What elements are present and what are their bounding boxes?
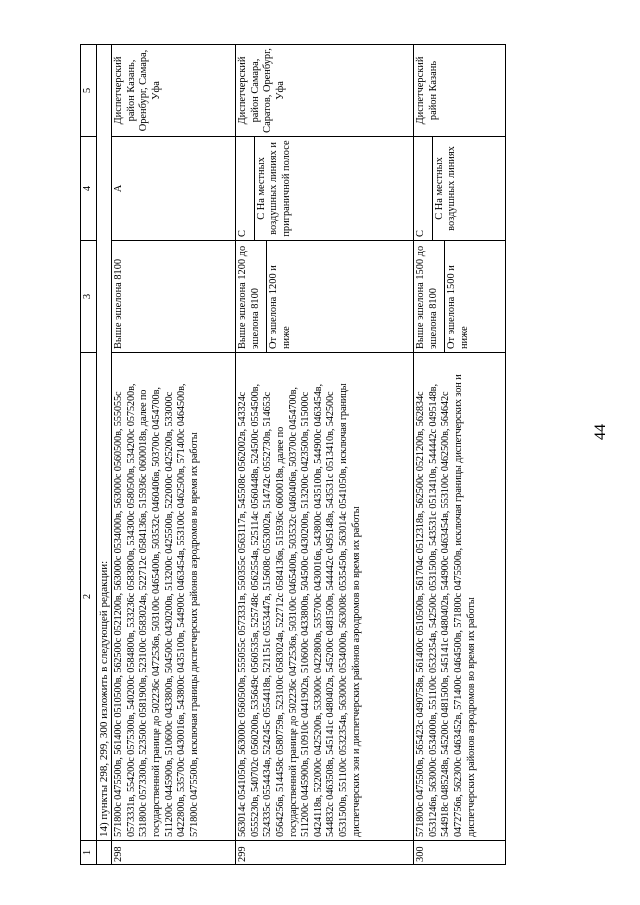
boundary-coordinates: 571800с 0475500в, 561400с 0510500в, 562500с 0521200в, 563000с 0534000в, 563000с 0560500в, 555055с 0573331в, 554200с 0575300в, 540200с 0584800в, 533236с 0583800в, 534300с 0580500в, 534200с 0575200в, 531800с 0573300в, 523500с 0581900в, 523100с 0583024в, 522712с 0584136в, 515936с 0600018в, далее по государственной границе до 502236с 0472536в, 503100с 0465400в, 503532с 0460406в, 503700с 0454700в, 511200с 0445900в, 510600с 0433800в, 504500с 0430200в, 513200с 0425500в, 522000с 0425200в, 533000с 0422800в, 535700с 0430016в, 543800с 0435100в, 544900с 0463454в, 553100с 0462500в, 571400с 0464500в, 571800с 0475500в, исключая границы диспетчерских районов аэродромов во время их работы — [112, 353, 236, 841]
table-row — [236, 45, 414, 865]
table-row — [112, 45, 236, 865]
altitude-range-cell — [414, 241, 506, 353]
header-col-2: 2 — [81, 353, 97, 841]
control-area: Диспетчерский район Казань — [414, 45, 506, 137]
header-row — [81, 45, 97, 865]
control-area: Диспетчерский район Самара, Саратов, Оренбург, Уфа — [236, 45, 414, 137]
altitude-range-lower: От эшелона 1500 и ниже — [444, 241, 471, 352]
row-number: 298 — [112, 841, 236, 865]
row-number: 300 — [414, 841, 506, 865]
airspace-class-upper: С — [237, 230, 249, 237]
altitude-range-lower: От эшелона 1200 и ниже — [266, 241, 293, 352]
boundary-coordinates: 563014с 0541050в, 563000с 0560500в, 555055с 0573331в, 550355с 0563117в, 545508с 0562002в, 543324с 0555230в, 540702с 0560200в, 535649с 0560535в, 525748с 0562554в, 525114с 0560448в, 524500с 0554500в, 524335с 0554434в, 524245с 0554418в, 521151с 0553447в, 515608с 0553002в, 514742с 0552730в, 514653с 0564256в, 514458с 0580759в, 523100с 0583024в, 522712с 0584136в, 515936с 0600018в, далее по государственной границе до 502236с 0472536в, 503100с 0465400в, 503532с 0460406в, 503700с 0454700в, 511200с 0445900в, 510910с 0441902в, 510600с 0433800в, 504500с 0430200в, 513200с 0423500в, 515000с 0424118в, 522000с 0425200в, 533000с 0422800в, 535700с 0430016в, 543800с 0435100в, 544900с 0463454в, 544832с 0463508в, 545141с 0480402в, 545200с 0481500в, 544442с 0495148в, 543531с 0513410в, 542500с 0531500в, 551100с 0532354в, 563000с 0534000в, 563008с 0535450в, 563014с 0541050в, исключая границы диспетчерских зон и диспетчерских районов аэродромов во время их работы — [236, 353, 414, 841]
header-col-5: 5 — [81, 45, 97, 137]
intro-text: 14) пункты 298, 299, 300 изложить в следующей редакции: — [96, 45, 112, 841]
altitude-range-cell — [236, 241, 414, 353]
header-col-4: 4 — [81, 137, 97, 241]
intro-empty-cell — [96, 841, 112, 865]
airspace-class-cell — [414, 137, 506, 241]
control-area: Диспетчерский район Казань, Оренбург, Самара, Уфа — [112, 45, 236, 137]
altitude-range-upper: Выше эшелона 1200 до эшелона 8100 — [237, 245, 261, 349]
rotated-table-sheet — [80, 45, 560, 865]
page-number: 44 — [592, 424, 609, 440]
boundary-coordinates: 571800с 0475500в, 565423с 0490758в, 561400с 0510500в, 561704с 0512318в, 562500с 0521200в, 562834с 0531246в, 563000с 0534000в, 551100с 0532354в, 542500с 0531500в, 543531с 0513410в, 544442с 0495148в, 544918с 0485248в, 545200с 0481500в, 545141с 0480402в, 544900с 0463454в, 553100с 0462500в, 564642с 0472756в, 562300с 0463452в, 571400с 0464500в, 571800с 0475500в, исключая границы диспетчерских зон и диспетчерских районов аэродромов во время их работы — [414, 353, 506, 841]
airspace-table — [80, 44, 506, 865]
row-number: 299 — [236, 841, 414, 865]
table-row — [414, 45, 506, 865]
airspace-class-cell — [236, 137, 414, 241]
airspace-class: А — [112, 137, 236, 241]
airspace-class-lower: С На местных воздушных линиях и приграничной полосе — [254, 137, 294, 240]
intro-row — [96, 45, 112, 865]
header-col-1: 1 — [81, 841, 97, 865]
airspace-class-upper: С — [415, 230, 427, 237]
airspace-class-lower: С На местных воздушных линиях — [432, 137, 459, 240]
altitude-range: Выше эшелона 8100 — [112, 241, 236, 353]
altitude-range-upper: Выше эшелона 1500 до эшелона 8100 — [415, 245, 439, 349]
header-col-3: 3 — [81, 241, 97, 353]
